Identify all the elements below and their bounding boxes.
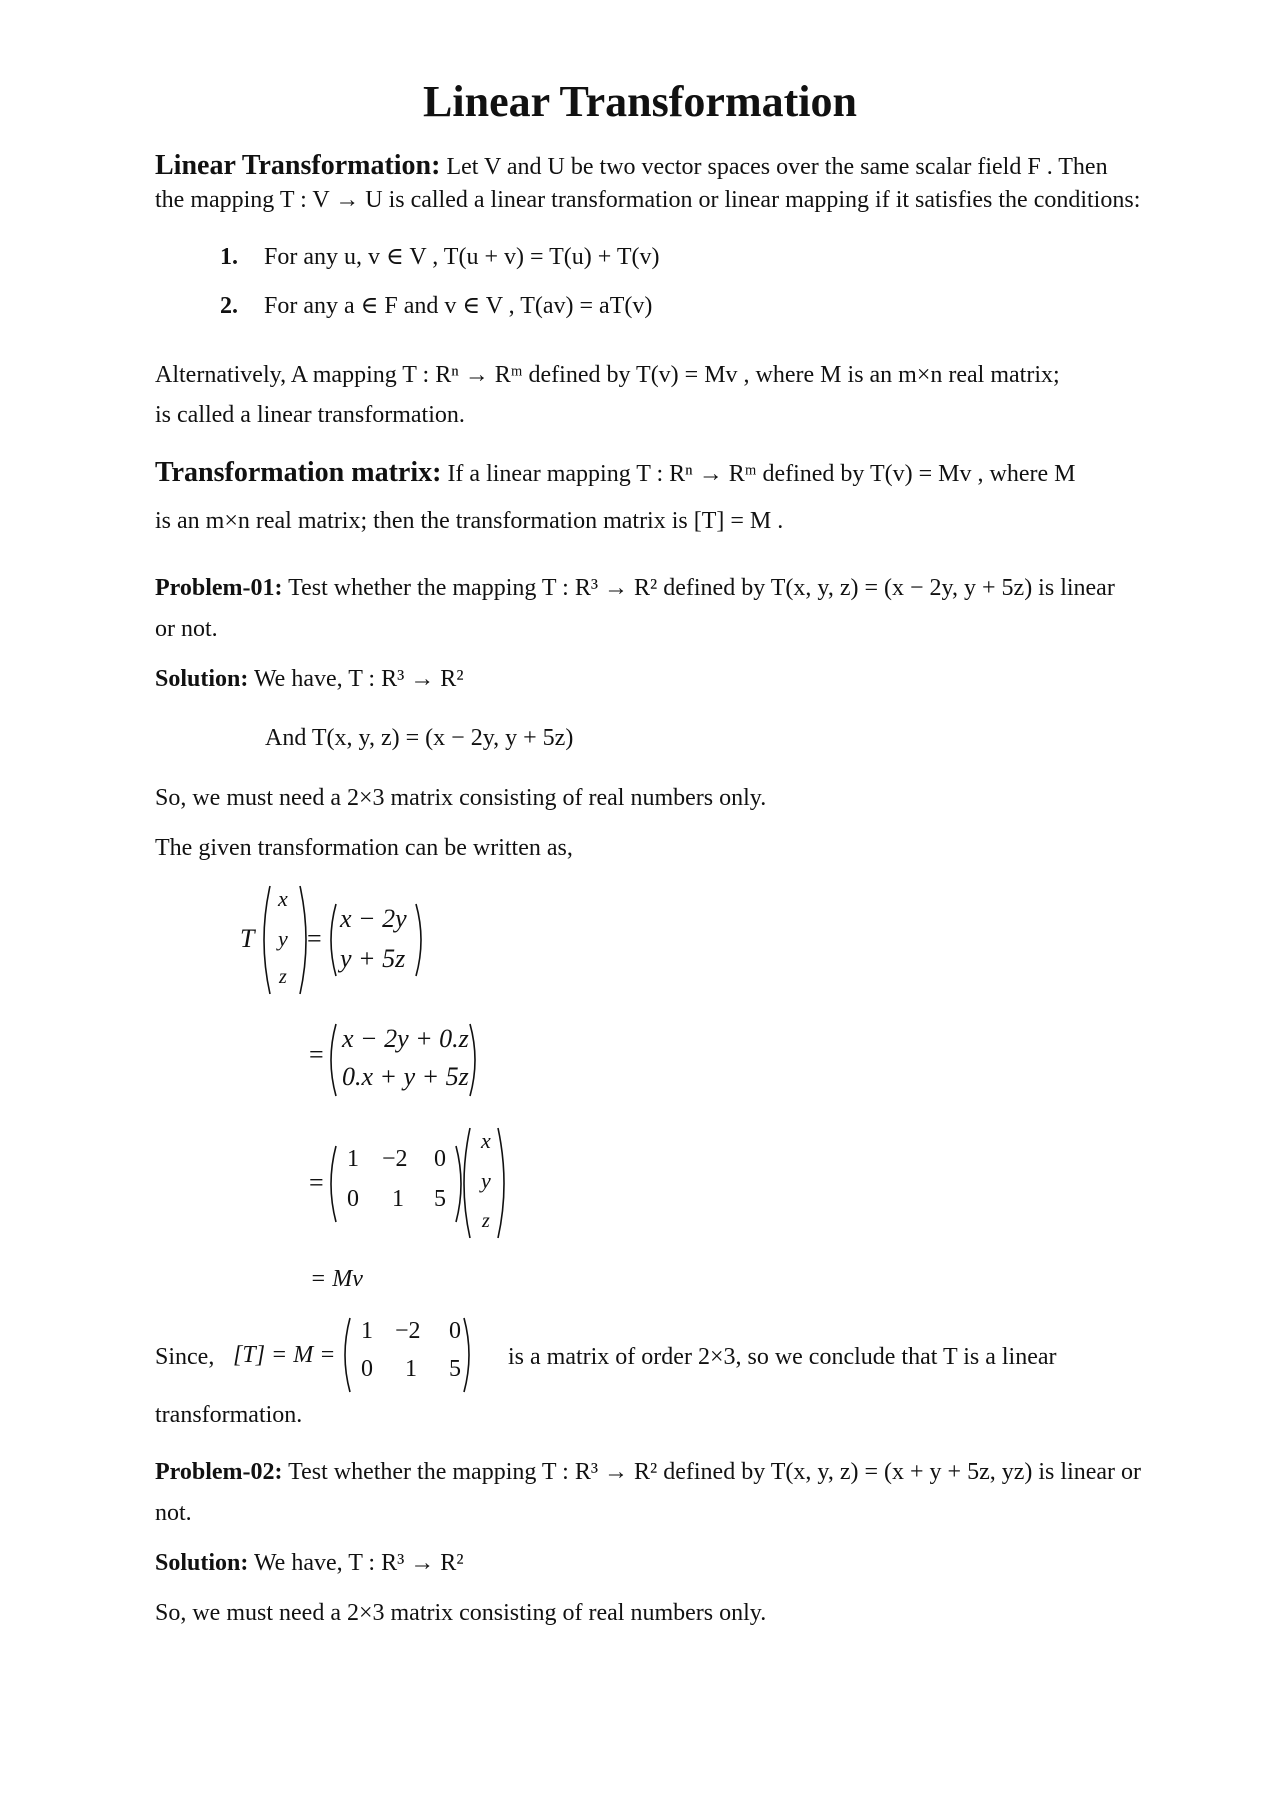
matrix-cell-2-1: 0: [347, 1186, 359, 1212]
definition-heading: Linear Transformation:: [155, 150, 441, 181]
since-matrix-cell-1-2: −2: [395, 1318, 421, 1344]
solution-01-text: We have, T : R³ → R²: [253, 666, 464, 692]
matrix-paren-left: [331, 1146, 336, 1222]
solution-01-heading: Solution:: [155, 666, 249, 692]
solution-02-heading: Solution:: [155, 1550, 249, 1576]
since-matrix-cell-2-2: 1: [405, 1356, 417, 1382]
derivation-brackets-1: [258, 882, 528, 998]
matrix-paren-left: [345, 1318, 350, 1392]
paren-left-result: [331, 904, 336, 976]
matrix-cell-1-2: −2: [382, 1146, 408, 1172]
condition-1: [220, 242, 659, 271]
expanded-row-2: 0.x + y + 5z: [342, 1062, 469, 1091]
problem-01-line-2: or not.: [155, 616, 218, 642]
equals-sign: =: [309, 1040, 324, 1069]
transformation-matrix-heading: Transformation matrix:: [155, 457, 442, 488]
problem-02: [155, 1455, 1210, 1490]
solution-01-need: So, we must need a 2×3 matrix consisting of real numbers only.: [155, 785, 767, 811]
since-suffix: is a matrix of order 2×3, so we conclude that T is a linear: [508, 1344, 1057, 1370]
matrix-cell-1-3: 0: [434, 1146, 446, 1172]
derivation-T-symbol: T: [240, 924, 255, 953]
definition-linear-transformation: [155, 148, 1210, 185]
result-row-2: y + 5z: [340, 944, 406, 973]
matrix-paren-right: [464, 1318, 469, 1392]
vector-y: y: [278, 926, 288, 951]
since-matrix-cell-1-1: 1: [361, 1318, 373, 1344]
condition-2: [220, 291, 652, 320]
paren-left: [331, 1024, 336, 1096]
condition-text: For any u, v ∈ V , T(u + v) = T(u) + T(v): [264, 244, 660, 270]
paren-left-vector: [264, 886, 270, 994]
matrix-cell-2-2: 1: [392, 1186, 404, 1212]
solution-02-text: We have, T : R³ → R²: [253, 1550, 464, 1576]
definition-transformation-matrix: [155, 455, 1210, 492]
since-tm: [T] = M =: [233, 1342, 336, 1368]
vector-x: x: [278, 886, 288, 911]
matrix-cell-1-1: 1: [347, 1146, 359, 1172]
vector-x: x: [481, 1128, 491, 1153]
matrix-cell-2-3: 5: [434, 1186, 446, 1212]
condition-number: 1.: [220, 244, 238, 270]
vector-paren-left: [464, 1128, 470, 1238]
problem-01: [155, 571, 1210, 606]
equals-mv: = Mv: [310, 1266, 363, 1292]
condition-number: 2.: [220, 293, 238, 319]
equals-sign: =: [307, 924, 322, 953]
vector-z: z: [279, 966, 287, 988]
transformation-matrix-line-2: is an m×n real matrix; then the transformation matrix is [T] = M .: [155, 508, 784, 534]
alternative-definition-line-1: Alternatively, A mapping T : Rⁿ → Rᵐ defined by T(v) = Mv , where M is an m×n real matrix;: [155, 362, 1060, 388]
condition-text: For any a ∈ F and v ∈ V , T(av) = aT(v): [264, 293, 653, 319]
alternative-definition-line-2: is called a linear transformation.: [155, 402, 465, 428]
since-prefix: Since,: [155, 1344, 215, 1370]
solution-02-need: So, we must need a 2×3 matrix consisting of real numbers only.: [155, 1600, 767, 1626]
result-row-1: x − 2y: [340, 904, 407, 933]
paren-right: [470, 1024, 475, 1096]
problem-02-line-1: Test whether the mapping T : R³ → R² defined by T(x, y, z) = (x + y + 5z, yz) is linear or: [288, 1459, 1142, 1485]
solution-01-given: The given transformation can be written as,: [155, 835, 573, 861]
solution-01: [155, 662, 1210, 697]
problem-01-line-1: Test whether the mapping T : R³ → R² defined by T(x, y, z) = (x − 2y, y + 5z) is linear: [288, 575, 1115, 601]
since-matrix-cell-2-1: 0: [361, 1356, 373, 1382]
transformation-matrix-line-1: If a linear mapping T : Rⁿ → Rᵐ defined by T(v) = Mv , where M: [447, 461, 1076, 487]
vector-paren-right: [498, 1128, 504, 1238]
equals-sign: =: [309, 1168, 324, 1197]
matrix-paren-right: [456, 1146, 461, 1222]
definition-line-1: Let V and U be two vector spaces over the same scalar field F . Then: [446, 154, 1108, 180]
page-title: Linear Transformation: [423, 77, 857, 126]
definition-line-2: the mapping T : V → U is called a linear transformation or linear mapping if it satisfies the conditions:: [155, 187, 1141, 213]
paren-right-vector: [300, 886, 306, 994]
since-line-2: transformation.: [155, 1402, 303, 1428]
solution-02: [155, 1546, 1210, 1581]
since-matrix-cell-2-3: 5: [449, 1356, 461, 1382]
problem-02-line-2: not.: [155, 1500, 192, 1526]
since-matrix-cell-1-3: 0: [449, 1318, 461, 1344]
solution-01-and: And T(x, y, z) = (x − 2y, y + 5z): [265, 725, 574, 751]
vector-y: y: [481, 1168, 491, 1193]
paren-right-result: [416, 904, 421, 976]
expanded-row-1: x − 2y + 0.z: [342, 1024, 469, 1053]
vector-z: z: [482, 1210, 490, 1232]
problem-02-heading: Problem-02:: [155, 1459, 283, 1485]
problem-01-heading: Problem-01:: [155, 575, 283, 601]
